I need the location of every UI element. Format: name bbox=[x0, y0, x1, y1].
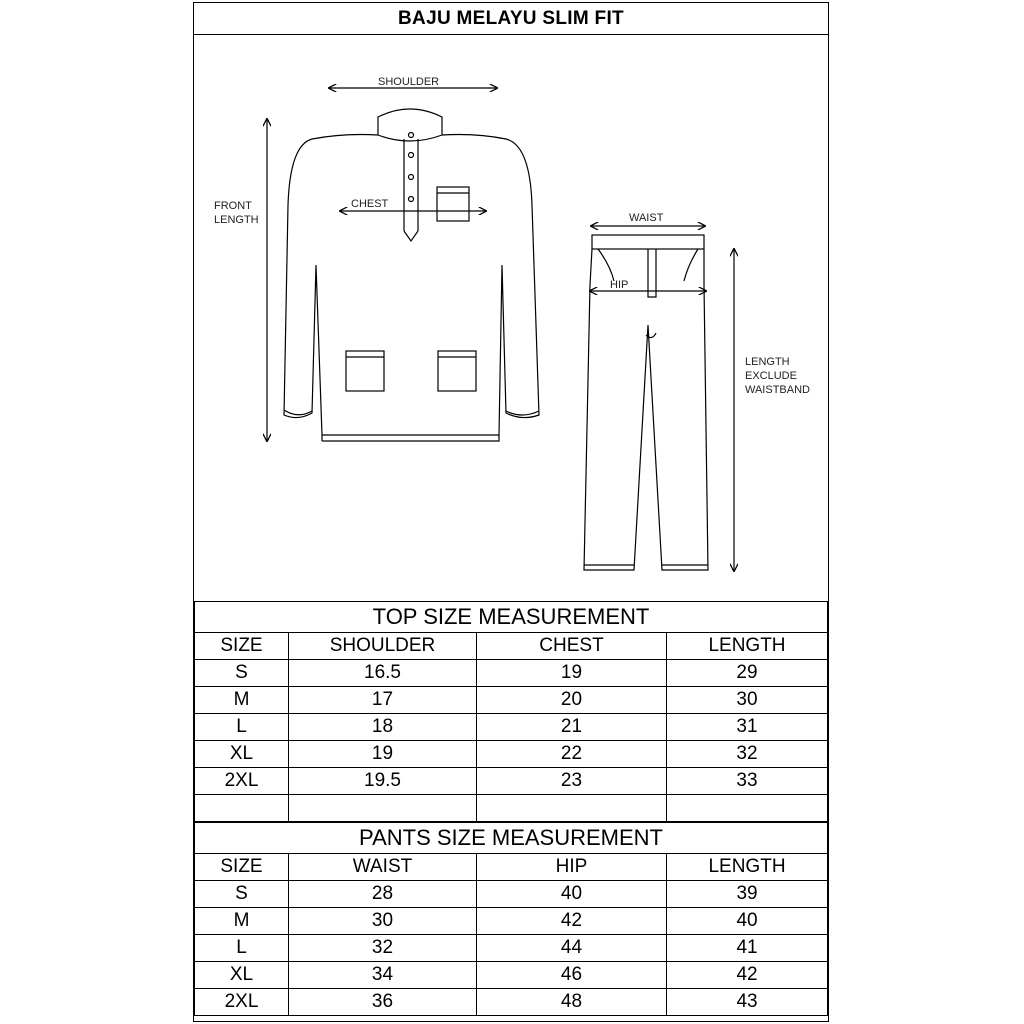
pants-table-header bbox=[195, 854, 828, 881]
table-row bbox=[195, 881, 828, 908]
cell: 32 bbox=[667, 741, 828, 768]
pants-length-label-1: LENGTH bbox=[745, 356, 790, 368]
table-row bbox=[195, 962, 828, 989]
cell: 19 bbox=[477, 660, 667, 687]
cell: 19.5 bbox=[289, 768, 477, 795]
header-shoulder: SHOULDER bbox=[289, 633, 477, 660]
pants-length-label-2: EXCLUDE bbox=[745, 370, 797, 382]
cell: S bbox=[195, 660, 289, 687]
cell: 22 bbox=[477, 741, 667, 768]
table-row bbox=[195, 908, 828, 935]
blank-row bbox=[195, 795, 828, 822]
header-waist: WAIST bbox=[289, 854, 477, 881]
cell bbox=[667, 795, 828, 822]
cell: 40 bbox=[477, 881, 667, 908]
cell: M bbox=[195, 687, 289, 714]
front-length-label-2: LENGTH bbox=[214, 214, 259, 226]
cell: 46 bbox=[477, 962, 667, 989]
cell: 20 bbox=[477, 687, 667, 714]
top-table-title: TOP SIZE MEASUREMENT bbox=[195, 602, 828, 633]
size-tables bbox=[194, 601, 827, 1016]
table-row bbox=[195, 741, 828, 768]
cell: 33 bbox=[667, 768, 828, 795]
garment-illustration bbox=[194, 35, 827, 601]
header-size: SIZE bbox=[195, 854, 289, 881]
cell: 29 bbox=[667, 660, 828, 687]
cell: XL bbox=[195, 741, 289, 768]
cell bbox=[477, 795, 667, 822]
cell: L bbox=[195, 935, 289, 962]
pants-table-title: PANTS SIZE MEASUREMENT bbox=[195, 823, 828, 854]
header-length: LENGTH bbox=[667, 854, 828, 881]
top-size-table bbox=[194, 601, 828, 822]
cell: 17 bbox=[289, 687, 477, 714]
chest-label: CHEST bbox=[351, 198, 389, 210]
cell: 42 bbox=[477, 908, 667, 935]
shoulder-label: SHOULDER bbox=[378, 76, 440, 88]
cell: 30 bbox=[667, 687, 828, 714]
cell bbox=[195, 795, 289, 822]
cell: 2XL bbox=[195, 768, 289, 795]
garment-diagram bbox=[194, 35, 827, 601]
cell: 18 bbox=[289, 714, 477, 741]
cell: 16.5 bbox=[289, 660, 477, 687]
cell: 19 bbox=[289, 741, 477, 768]
table-row bbox=[195, 660, 828, 687]
pants-drawing bbox=[584, 235, 708, 570]
cell: 48 bbox=[477, 989, 667, 1016]
cell: 43 bbox=[667, 989, 828, 1016]
header-chest: CHEST bbox=[477, 633, 667, 660]
cell: 30 bbox=[289, 908, 477, 935]
header-hip: HIP bbox=[477, 854, 667, 881]
pants-length-label-3: WAISTBAND bbox=[745, 384, 810, 396]
cell: XL bbox=[195, 962, 289, 989]
table-row bbox=[195, 768, 828, 795]
cell: 34 bbox=[289, 962, 477, 989]
hip-label: HIP bbox=[610, 279, 629, 291]
cell: L bbox=[195, 714, 289, 741]
size-chart-sheet bbox=[193, 2, 829, 1022]
front-length-label-1: FRONT bbox=[214, 200, 252, 212]
shirt-drawing bbox=[284, 109, 539, 441]
cell bbox=[289, 795, 477, 822]
cell: S bbox=[195, 881, 289, 908]
cell: 28 bbox=[289, 881, 477, 908]
table-row bbox=[195, 714, 828, 741]
chart-title: BAJU MELAYU SLIM FIT bbox=[194, 3, 828, 35]
cell: 2XL bbox=[195, 989, 289, 1016]
waist-label: WAIST bbox=[629, 212, 664, 224]
cell: 39 bbox=[667, 881, 828, 908]
header-size: SIZE bbox=[195, 633, 289, 660]
cell: 32 bbox=[289, 935, 477, 962]
cell: M bbox=[195, 908, 289, 935]
table-row bbox=[195, 935, 828, 962]
cell: 36 bbox=[289, 989, 477, 1016]
table-row bbox=[195, 687, 828, 714]
cell: 41 bbox=[667, 935, 828, 962]
cell: 42 bbox=[667, 962, 828, 989]
table-row bbox=[195, 989, 828, 1016]
header-length: LENGTH bbox=[667, 633, 828, 660]
cell: 44 bbox=[477, 935, 667, 962]
pants-size-table bbox=[194, 822, 828, 1016]
cell: 40 bbox=[667, 908, 828, 935]
top-table-header bbox=[195, 633, 828, 660]
cell: 31 bbox=[667, 714, 828, 741]
cell: 23 bbox=[477, 768, 667, 795]
cell: 21 bbox=[477, 714, 667, 741]
